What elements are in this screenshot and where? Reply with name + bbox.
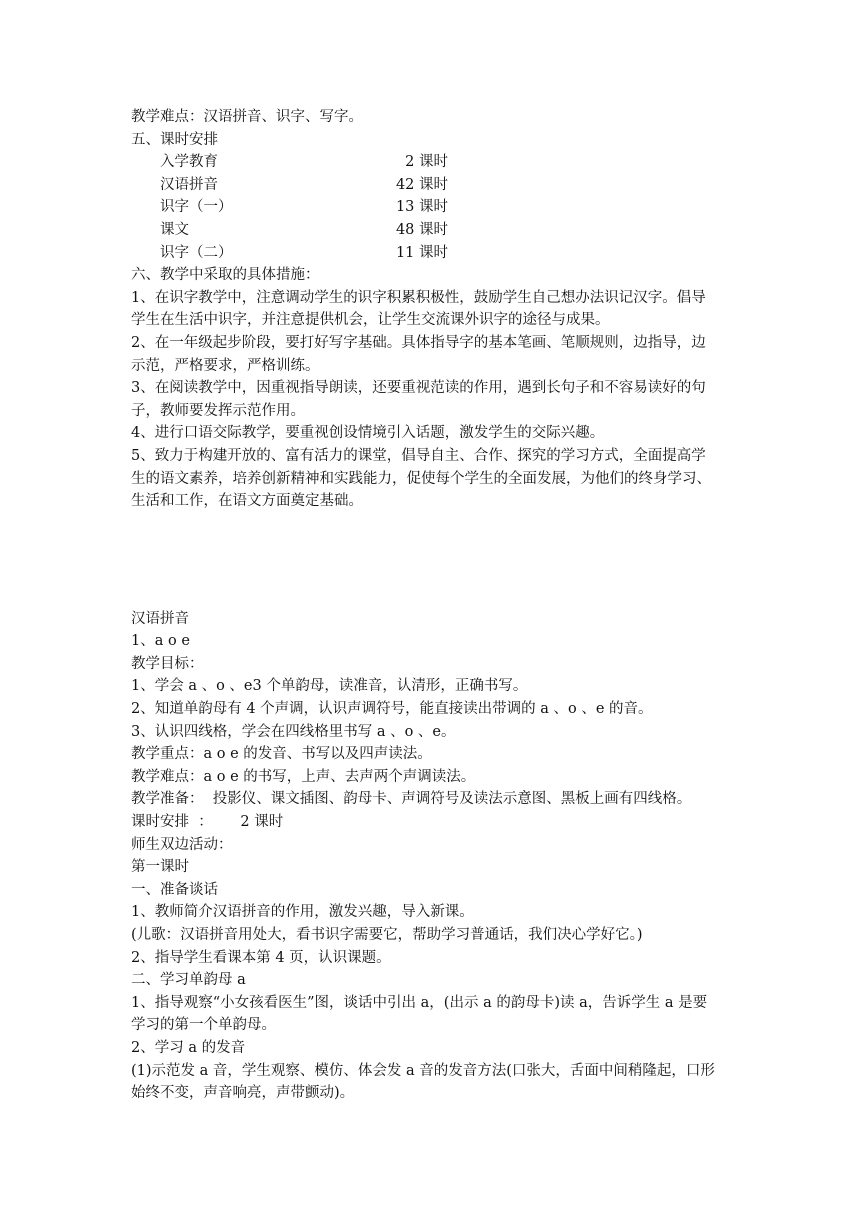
schedule-item-name: 汉语拼音 [160,176,218,193]
text-line: 学生在生活中识字，并注意提供机会，让学生交流课外识字的途径与成果。 [131,312,610,329]
schedule-item-hours: 11 课时 [395,244,448,261]
schedule-row [131,242,731,265]
text-line: 示范，严格要求，严格训练。 [131,357,320,374]
text-line: 第一课时 [131,859,189,876]
schedule-item-hours: 2 课时 [405,154,448,171]
text-line: 二、学习单韵母 a [131,972,246,989]
schedule-list [131,151,731,264]
schedule-item-name: 入学教育 [160,154,218,171]
pinyin-lesson-section [131,608,731,1105]
text-line: 1、教师简介汉语拼音的作用，激发兴趣，导入新课。 [131,904,474,921]
text-line: 1、在识字教学中，注意调动学生的识字积累积极性，鼓励学生自己想办法识记汉字。倡导 [131,289,706,306]
schedule-row [131,151,731,174]
text-line: 子，教师要发挥示范作用。 [131,402,305,419]
text-line: 4、进行口语交际教学，要重视创设情境引入话题，激发学生的交际兴趣。 [131,425,605,442]
schedule-item-name: 识字（二） [160,244,233,261]
text-line: 课时安排 ： 2 课时 [131,814,284,831]
schedule-row [131,174,731,197]
text-line: 生的语文素养，培养创新精神和实践能力，促使每个学生的全面发展，为他们的终身学习、 [131,470,711,487]
text-line: 3、认识四线格，学会在四线格里书写 a 、o 、e。 [131,723,456,740]
text-line: 教学难点：a o e 的书写，上声、去声两个声调读法。 [131,768,476,785]
text-line: 1、指导观察“小女孩看医生”图，谈话中引出 a，(出示 a 的韵母卡)读 a，告诉学生 a 是要 [131,994,708,1011]
schedule-item-name: 课文 [160,221,189,238]
text-line: 始终不变，声音响亮，声带颤动)。 [131,1085,355,1102]
text-line: 生活和工作，在语文方面奠定基础。 [131,493,363,510]
text-line: 教学准备： 投影仪、课文插图、韵母卡、声调符号及读法示意图、黑板上画有四线格。 [131,791,692,808]
blank-gap [131,513,731,608]
text-line: 2、知道单韵母有 4 个声调，认识声调符号，能直接读出带调的 a 、o 、e 的音。 [131,701,653,718]
teaching-difficulty: 教学难点：汉语拼音、识字、写字。 [131,109,363,125]
text-line: 3、在阅读教学中，因重视指导朗读，还要重视范读的作用，遇到长句子和不容易读好的句 [131,380,706,397]
text-line: (儿歌：汉语拼音用处大，看书识字需要它，帮助学习普通话，我们决心学好它。) [131,927,643,943]
schedule-item-hours: 13 课时 [395,199,448,216]
text-line: 教学目标： [131,655,204,672]
section-heading-schedule: 五、课时安排 [131,131,218,148]
schedule-item-hours: 42 课时 [395,176,448,193]
text-line: 1、学会 a 、o 、e3 个单韵母，读准音，认清形，正确书写。 [131,678,528,695]
text-line: 师生双边活动： [131,836,233,853]
text-line: 2、指导学生看课本第 4 页，认识课题。 [131,949,391,966]
document-page [131,106,731,1105]
schedule-item-hours: 48 课时 [395,221,448,238]
lesson-subtitle: 1、a o e [131,633,190,650]
schedule-row [131,219,731,242]
section-heading-measures: 六、教学中采取的具体措施： [131,267,320,284]
schedule-row [131,196,731,219]
text-line: 学习的第一个单韵母。 [131,1017,276,1034]
text-line: 2、在一年级起步阶段，要打好写字基础。具体指导字的基本笔画、笔顺规则，边指导，边 [131,334,706,351]
text-line: 教学重点：a o e 的发音、书写以及四声读法。 [131,746,432,763]
text-line: 5、致力于构建开放的、富有活力的课堂，倡导自主、合作、探究的学习方式，全面提高学 [131,447,706,464]
schedule-item-name: 识字（一） [160,199,233,216]
text-line: (1)示范发 a 音，学生观察、模仿、体会发 a 音的发音方法(口张大，舌面中间稍隆起，口形 [131,1062,715,1079]
text-line: 2、学习 a 的发音 [131,1039,246,1056]
text-line: 一、准备谈话 [131,881,218,898]
lesson-title: 汉语拼音 [131,610,189,627]
measures-paragraphs [131,287,731,513]
